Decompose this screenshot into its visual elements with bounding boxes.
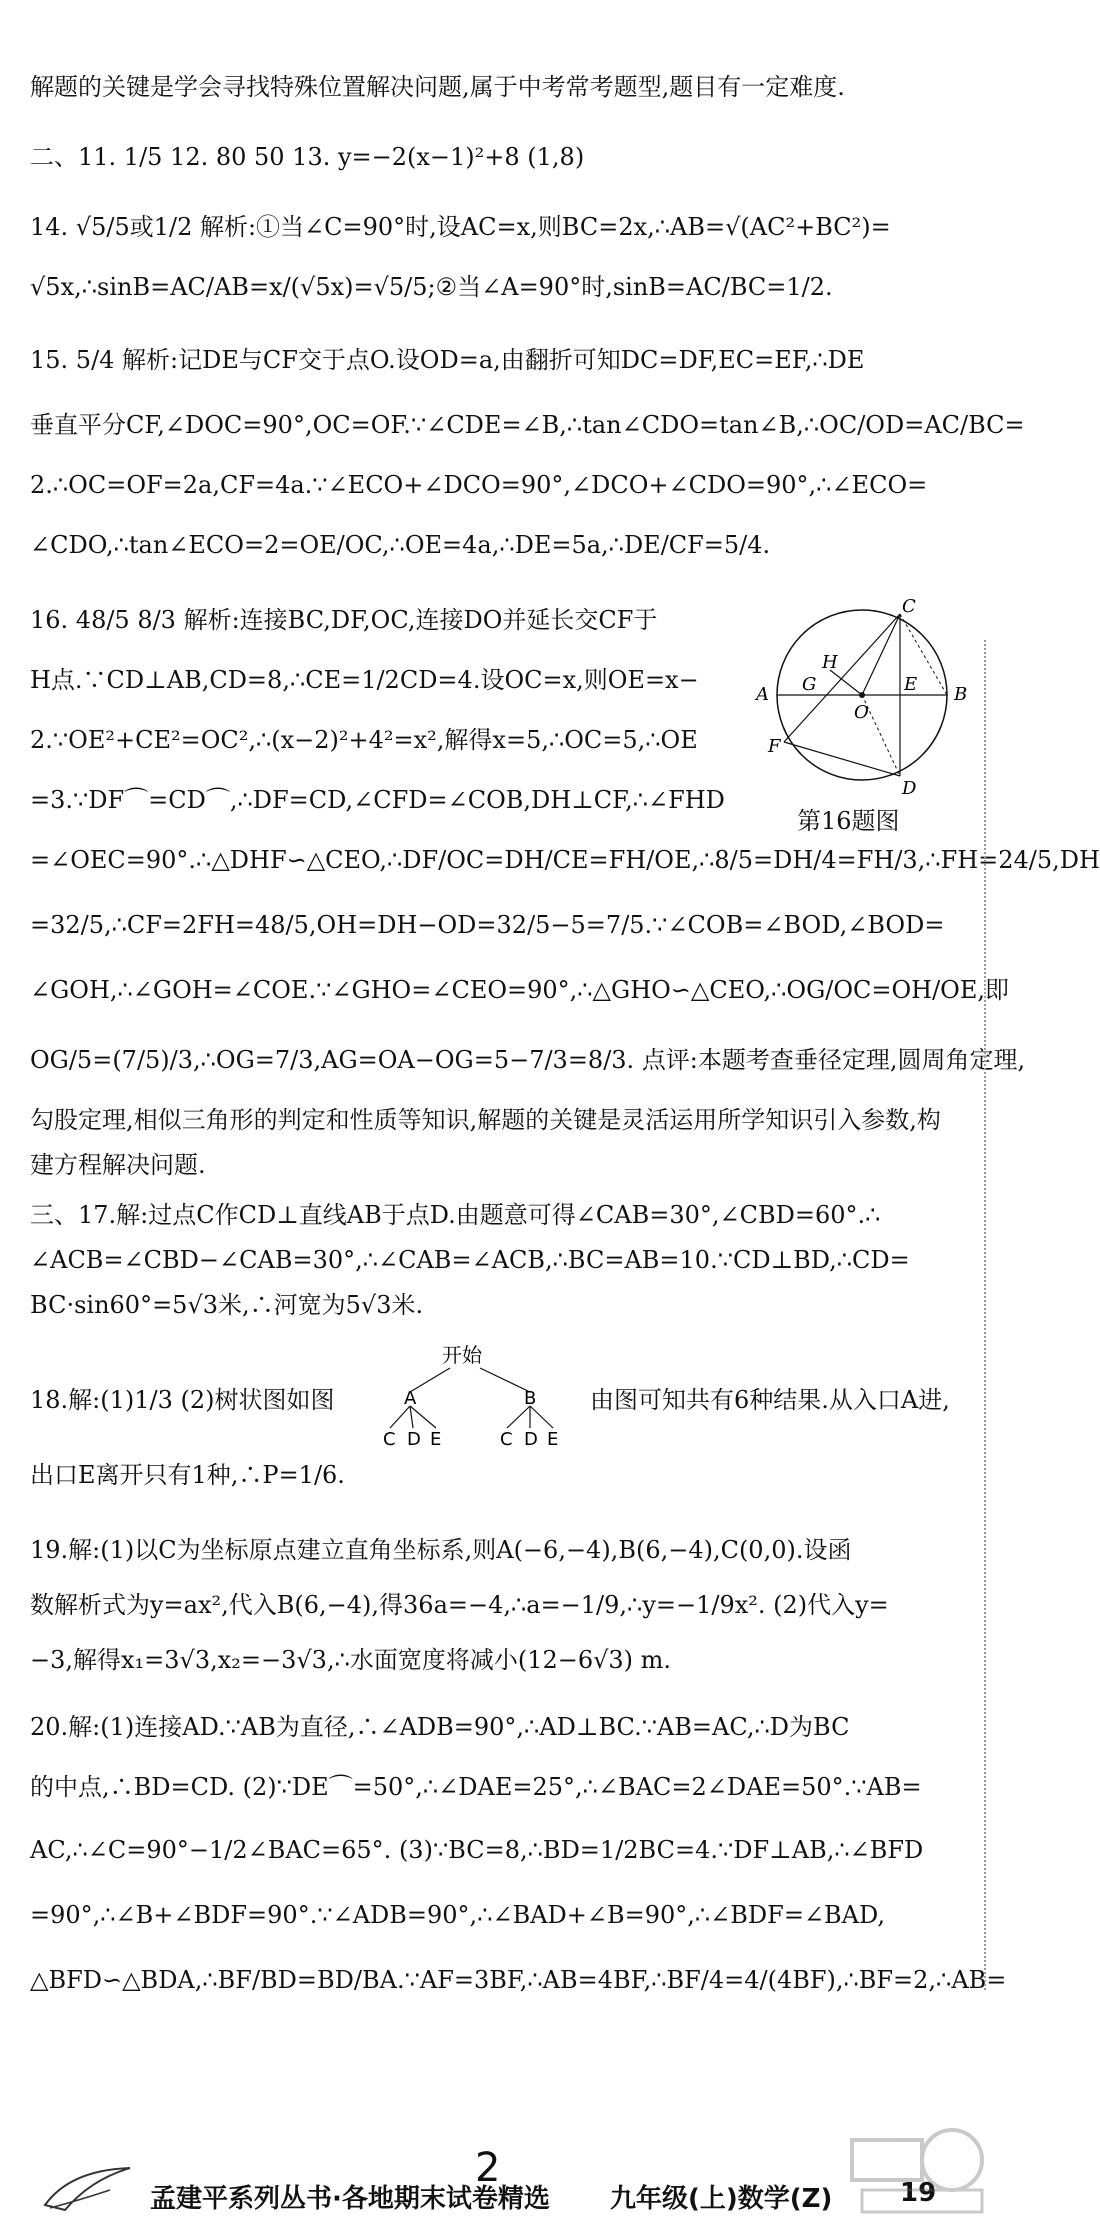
point-label: F: [768, 736, 781, 757]
text-line: BC·sin60°=5√3米,∴河宽为5√3米.: [30, 1291, 424, 1319]
point-label: C: [902, 596, 916, 617]
text-line: =∠OEC=90°.∴△DHF∽△CEO,∴DF/OC=DH/CE=FH/OE,∴8/5=DH/4=FH/3,∴FH=24/5,DH: [30, 846, 1100, 874]
text-line: 出口E离开只有1种,∴P=1/6.: [30, 1461, 345, 1489]
point-label: B: [954, 684, 968, 705]
tree-leaf: D: [524, 1429, 538, 1450]
text-line: OG/5=(7/5)/3,∴OG=7/3,AG=OA−OG=5−7/3=8/3. 点评:本题考查垂径定理,圆周角定理,: [30, 1046, 1026, 1074]
tree-node: A: [404, 1388, 417, 1409]
text-line: 二、11. 1/5 12. 80 50 13. y=−2(x−1)²+8 (1,8): [30, 143, 585, 171]
tree-diagram-q18: [380, 1342, 580, 1450]
text-line: =32/5,∴CF=2FH=48/5,OH=DH−OD=32/5−5=7/5.∵∠COB=∠BOD,∠BOD=: [30, 911, 945, 939]
tree-root: 开始: [442, 1343, 482, 1367]
point-label: A: [756, 684, 769, 705]
text-line: 16. 48/5 8/3 解析:连接BC,DF,OC,连接DO并延长交CF于: [30, 606, 658, 634]
pen-logo-icon: [40, 2160, 140, 2215]
tree-leaf: C: [500, 1429, 513, 1450]
text-line: 勾股定理,相似三角形的判定和性质等知识,解题的关键是灵活运用所学知识引入参数,构: [30, 1106, 941, 1134]
point-label: G: [802, 674, 817, 695]
text-line: AC,∴∠C=90°−1/2∠BAC=65°. (3)∵BC=8,∴BD=1/2BC=4.∵DF⊥AB,∴∠BFD: [30, 1836, 924, 1864]
circle-figure-q16: [742, 596, 982, 835]
series-title: 孟建平系列丛书·各地期末试卷精选: [150, 2184, 550, 2214]
text-line: 20.解:(1)连接AD.∵AB为直径,∴∠ADB=90°,∴AD⊥BC.∵AB=AC,∴D为BC: [30, 1713, 850, 1741]
text-line: −3,解得x₁=3√3,x₂=−3√3,∴水面宽度将减小(12−6√3) m.: [30, 1646, 672, 1674]
point-label: H: [822, 652, 838, 673]
text-line: 数解析式为y=ax²,代入B(6,−4),得36a=−4,∴a=−1/9,∴y=−1/9x². (2)代入y=: [30, 1591, 889, 1619]
text-line: =90°,∴∠B+∠BDF=90°.∵∠ADB=90°,∴∠BAD+∠B=90°,∴∠BDF=∠BAD,: [30, 1901, 886, 1929]
tree-leaf: E: [547, 1429, 559, 1450]
text-line: =3.∵DF⌒=CD⌒,∴DF=CD,∠CFD=∠COB,DH⊥CF,∴∠FHD: [30, 786, 725, 814]
text-line: 由图可知共有6种结果.从入口A进,: [590, 1386, 950, 1414]
tree-leaf: D: [407, 1429, 421, 1450]
text-line: ∠CDO,∴tan∠ECO=2=OE/OC,∴OE=4a,∴DE=5a,∴DE/CF=5/4.: [30, 531, 771, 559]
handwritten-number: 2: [475, 2145, 501, 2191]
text-line: 的中点,∴BD=CD. (2)∵DE⌒=50°,∴∠DAE=25°,∴∠BAC=2∠DAE=50°.∵AB=: [30, 1773, 922, 1801]
point-label: O: [854, 702, 869, 723]
text-line: 15. 5/4 解析:记DE与CF交于点O.设OD=a,由翻折可知DC=DF,EC=EF,∴DE: [30, 346, 865, 374]
page-number: 19: [900, 2178, 937, 2208]
text-line: 垂直平分CF,∠DOC=90°,OC=OF.∵∠CDE=∠B,∴tan∠CDO=tan∠B,∴OC/OD=AC/BC=: [30, 411, 1025, 439]
text-line: √5x,∴sinB=AC/AB=x/(√5x)=√5/5;②当∠A=90°时,sinB=AC/BC=1/2.: [30, 273, 833, 301]
text-line: ∠GOH,∴∠GOH=∠COE.∵∠GHO=∠CEO=90°,∴△GHO∽△CEO,∴OG/OC=OH/OE,即: [30, 976, 1010, 1004]
figure-caption: 第16题图: [797, 807, 900, 835]
binding-dotted-edge: [984, 640, 1000, 1990]
tree-node: B: [524, 1388, 537, 1409]
text-line: ∠ACB=∠CBD−∠CAB=30°,∴∠CAB=∠ACB,∴BC=AB=10.∵CD⊥BD,∴CD=: [30, 1246, 910, 1274]
text-line: △BFD∽△BDA,∴BF/BD=BD/BA.∵AF=3BF,∴AB=4BF,∴BF/4=4/(4BF),∴BF=2,∴AB=: [30, 1966, 1007, 1994]
text-line: 三、17.解:过点C作CD⊥直线AB于点D.由题意可得∠CAB=30°,∠CBD=60°.∴: [30, 1201, 881, 1229]
text-line: 18.解:(1)1/3 (2)树状图如图: [30, 1386, 335, 1414]
grade-label: 九年级(上)数学(Z): [610, 2184, 833, 2214]
text-line: 建方程解决问题.: [30, 1151, 206, 1179]
point-label: D: [902, 778, 917, 799]
text-line: H点.∵CD⊥AB,CD=8,∴CE=1/2CD=4.设OC=x,则OE=x−: [30, 666, 699, 694]
watermark-logo-icon: [842, 2120, 992, 2220]
text-line: 14. √5/5或1/2 解析:①当∠C=90°时,设AC=x,则BC=2x,∴AB=√(AC²+BC²)=: [30, 213, 891, 241]
text-line: 2.∴OC=OF=2a,CF=4a.∵∠ECO+∠DCO=90°,∠DCO+∠CDO=90°,∴∠ECO=: [30, 471, 928, 499]
tree-leaf: C: [383, 1429, 396, 1450]
text-line: 19.解:(1)以C为坐标原点建立直角坐标系,则A(−6,−4),B(6,−4),C(0,0).设函: [30, 1536, 852, 1564]
point-label: E: [904, 674, 918, 695]
text-line: 解题的关键是学会寻找特殊位置解决问题,属于中考常考题型,题目有一定难度.: [30, 73, 845, 101]
text-line: 2.∵OE²+CE²=OC²,∴(x−2)²+4²=x²,解得x=5,∴OC=5,∴OE: [30, 726, 698, 754]
tree-leaf: E: [430, 1429, 442, 1450]
